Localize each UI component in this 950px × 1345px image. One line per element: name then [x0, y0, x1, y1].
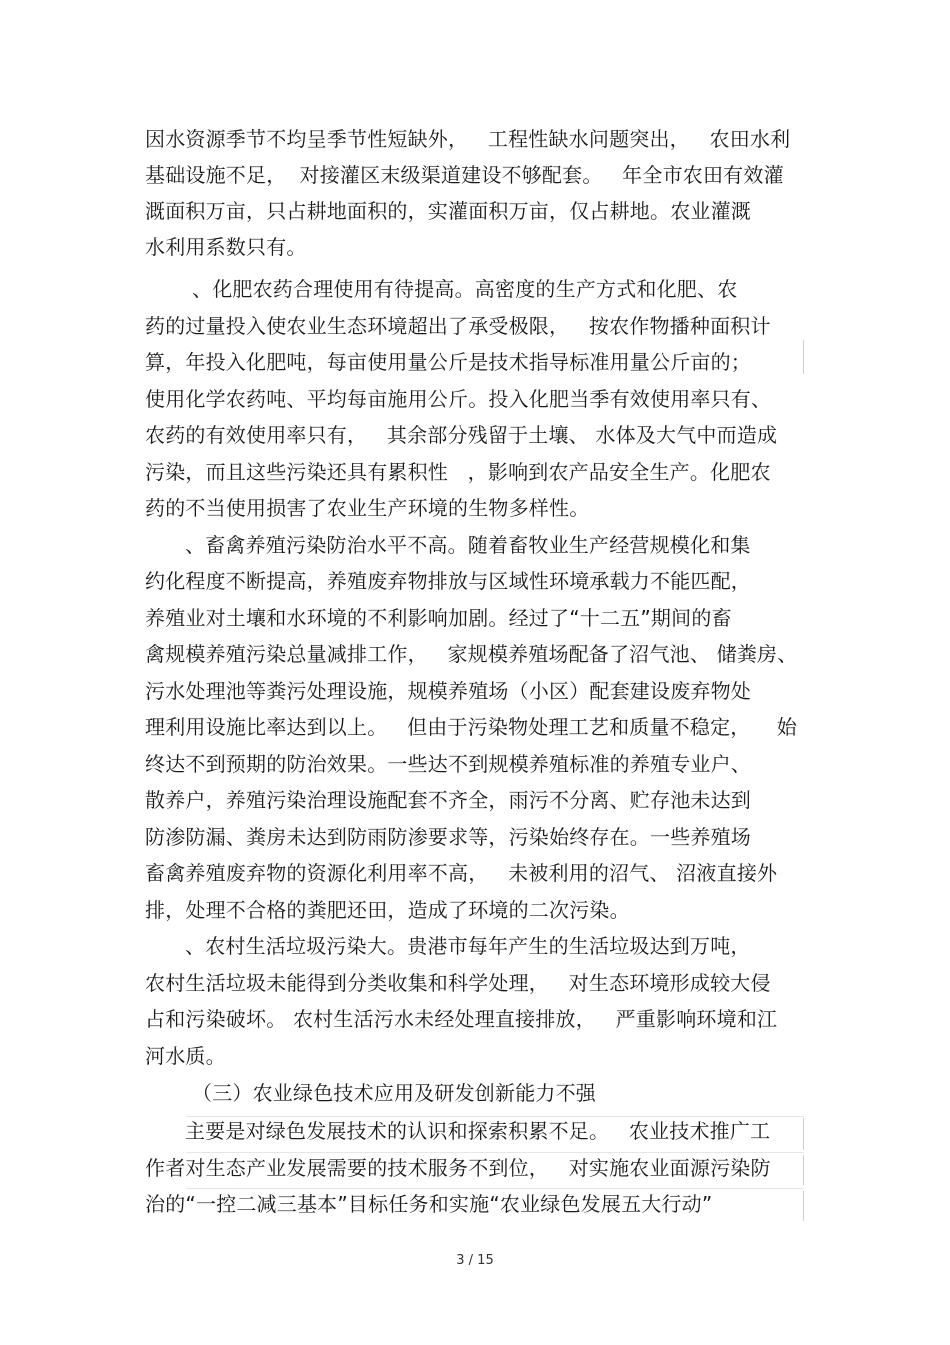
paragraph-heading: 、农村生活垃圾污染大。贵港市每年产生的生活垃圾达到万吨，: [185, 934, 751, 958]
text-line: 农村生活垃圾未能得到分类收集和科学处理， 对生态环境形成较大侵: [145, 971, 771, 995]
text-line: 农药的有效使用率只有， 其余部分残留于土壤、 水体及大气中而造成: [145, 423, 778, 447]
text-line: 畜禽养殖废弃物的资源化利用率不高， 未被利用的沼气、 沼液直接外: [145, 861, 778, 885]
text-line: 基础设施不足， 对接灌区末级渠道建设不够配套。 年全市农田有效灌: [145, 163, 784, 187]
column-rule: [803, 1155, 804, 1185]
text-line: 主要是对绿色发展技术的认识和探索积累不足。 农业技术推广工: [185, 1119, 771, 1143]
table-rule: [186, 1116, 804, 1117]
text-line: 水利用系数只有。: [145, 235, 307, 259]
text-line: 占和污染破坏。 农村生活污水未经处理直接排放， 严重影响环境和江: [145, 1007, 778, 1031]
text-line: 污染，而且这些污染还具有累积性 ，影响到农产品安全生产。化肥农: [145, 460, 771, 484]
table-rule: [186, 1188, 804, 1189]
paragraph-heading: 、化肥农药合理使用有待提高。高密度的生产方式和化肥、农: [192, 277, 738, 301]
text-line: 因水资源季节不均呈季节性短缺外， 工程性缺水问题突出， 农田水利: [145, 127, 791, 151]
column-rule: [803, 340, 804, 374]
text-line: 河水质。: [145, 1044, 226, 1068]
text-line: 作者对生态产业发展需要的技术服务不到位， 对实施农业面源污染防: [145, 1156, 771, 1180]
text-line: 治的“一控二减三基本”目标任务和实施“农业绿色发展五大行动”: [145, 1192, 713, 1216]
text-line: 药的不当使用损害了农业生产环境的生物多样性。: [145, 496, 590, 520]
paragraph-heading: 、畜禽养殖污染防治水平不高。随着畜牧业生产经营规模化和集: [185, 533, 751, 557]
text-line: 药的过量投入使农业生态环境超出了承受极限， 按农作物播种面积计: [145, 314, 771, 338]
text-line: 使用化学农药吨、平均每亩施用公斤。投入化肥当季有效使用率只有、: [145, 387, 772, 411]
page-number: 3 / 15: [456, 1253, 494, 1268]
text-line: 理利用设施比率达到以上。 但由于污染物处理工艺和质量不稳定， 始: [145, 715, 797, 739]
section-heading: （三）农业绿色技术应用及研发创新能力不强: [192, 1081, 596, 1105]
column-rule: [803, 1118, 804, 1150]
text-line: 污水处理池等粪污处理设施，规模养殖场（小区）配套建设废弃物处: [145, 679, 751, 703]
text-line: 约化程度不断提高，养殖废弃物排放与区域性环境承载力不能匹配，: [145, 569, 751, 593]
text-line: 溉面积万亩，只占耕地面积的，实灌面积万亩，仅占耕地。农业灌溉: [145, 199, 751, 223]
text-line: 防渗防漏、粪房未达到防雨防渗要求等，污染始终存在。一些养殖场: [145, 825, 751, 849]
table-rule: [186, 1152, 804, 1153]
text-line: 算，年投入化肥吨，每亩使用量公斤是技术指导标准用量公斤亩的；: [145, 350, 751, 374]
text-line: 散养户，养殖污染治理设施配套不齐全，雨污不分离、贮存池未达到: [145, 788, 751, 812]
text-line: 排，处理不合格的粪肥还田，造成了环境的二次污染。: [145, 898, 630, 922]
text-line: 终达不到预期的防治效果。一些达不到规模养殖标准的养殖专业户、: [145, 752, 751, 776]
text-line: 禽规模养殖污染总量减排工作， 家规模养殖场配备了沼气池、 储粪房、: [145, 642, 798, 666]
column-rule: [803, 1191, 804, 1221]
text-line: 养殖业对土壤和水环境的不利影响加剧。经过了“十二五”期间的畜: [145, 606, 732, 630]
